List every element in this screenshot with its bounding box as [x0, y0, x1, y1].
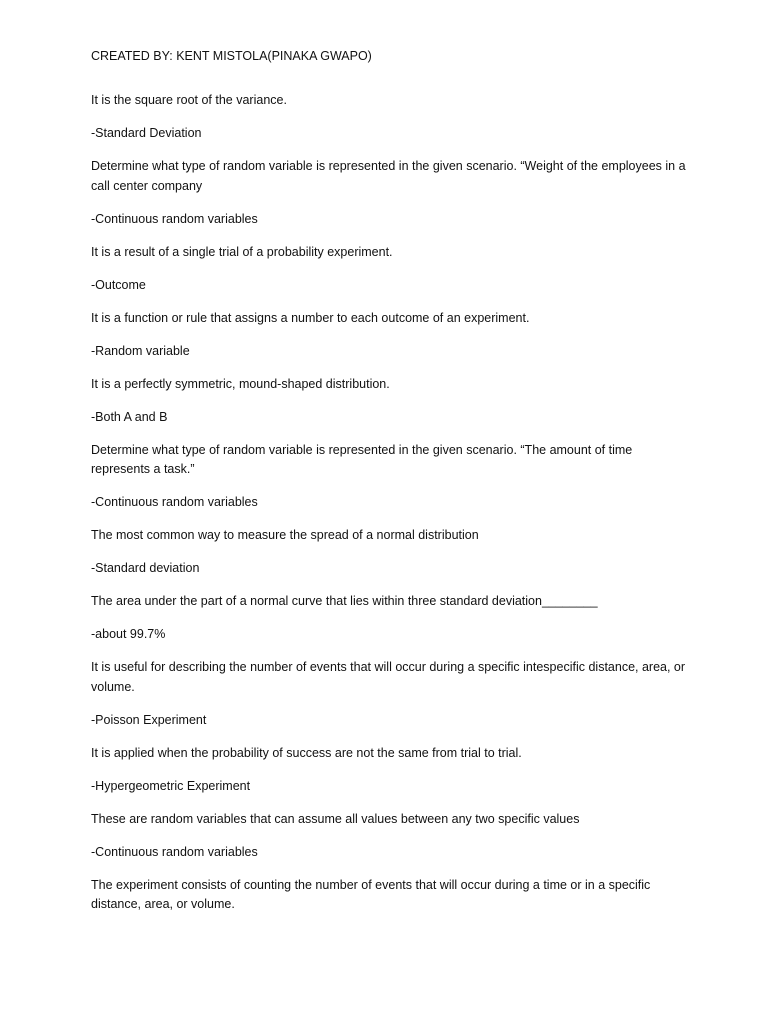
question-text: The area under the part of a normal curve that lies within three standard deviation________: [91, 594, 598, 608]
question-text: Determine what type of random variable is represented in the given scenario. “Weight of the employees in a call center company: [91, 159, 686, 193]
answer-text: -Outcome: [91, 277, 146, 292]
qa-item: [91, 309, 691, 362]
question-text: It is a function or rule that assigns a number to each outcome of an experiment.: [91, 310, 530, 325]
answer-text: -Both A and B: [91, 409, 168, 424]
qa-item: [91, 441, 691, 513]
answer-text: -Standard Deviation: [91, 126, 202, 140]
qa-item: [91, 157, 691, 229]
answer-text: -about 99.7%: [91, 627, 166, 641]
document-header: CREATED BY: KENT MISTOLA(PINAKA GWAPO): [91, 49, 372, 63]
qa-item: [91, 658, 691, 730]
qa-item: [91, 876, 691, 915]
qa-item: [91, 744, 691, 797]
qa-item: [91, 91, 691, 144]
question-text: The experiment consists of counting the number of events that will occur during a time or in a specific distance, area, or volume.: [91, 877, 651, 911]
qa-item: [91, 375, 691, 428]
qa-item: [91, 592, 691, 645]
qa-item: [91, 243, 691, 296]
answer-text: -Random variable: [91, 343, 190, 358]
question-text: It is the square root of the variance.: [91, 93, 287, 107]
question-text: It is applied when the probability of success are not the same from trial to trial.: [91, 745, 522, 760]
answer-text: -Continuous random variables: [91, 844, 258, 859]
question-text: It is a perfectly symmetric, mound-shaped distribution.: [91, 376, 390, 391]
question-text: The most common way to measure the spread of a normal distribution: [91, 528, 479, 542]
answer-text: -Continuous random variables: [91, 495, 258, 509]
qa-item: [91, 810, 691, 863]
answer-text: -Poisson Experiment: [91, 712, 207, 727]
question-text: It is a result of a single trial of a probability experiment.: [91, 244, 393, 259]
question-text: Determine what type of random variable is represented in the given scenario. “The amount of time represents a task.”: [91, 442, 633, 476]
qa-list: [91, 91, 691, 915]
qa-item: [91, 526, 691, 579]
document-page: [91, 47, 691, 928]
answer-text: -Standard deviation: [91, 561, 200, 575]
answer-text: -Hypergeometric Experiment: [91, 778, 251, 793]
question-text: It is useful for describing the number of events that will occur during a specific intespecific distance, area, or volume.: [91, 660, 686, 694]
question-text: These are random variables that can assume all values between any two specific values: [91, 811, 580, 826]
answer-text: -Continuous random variables: [91, 211, 258, 226]
